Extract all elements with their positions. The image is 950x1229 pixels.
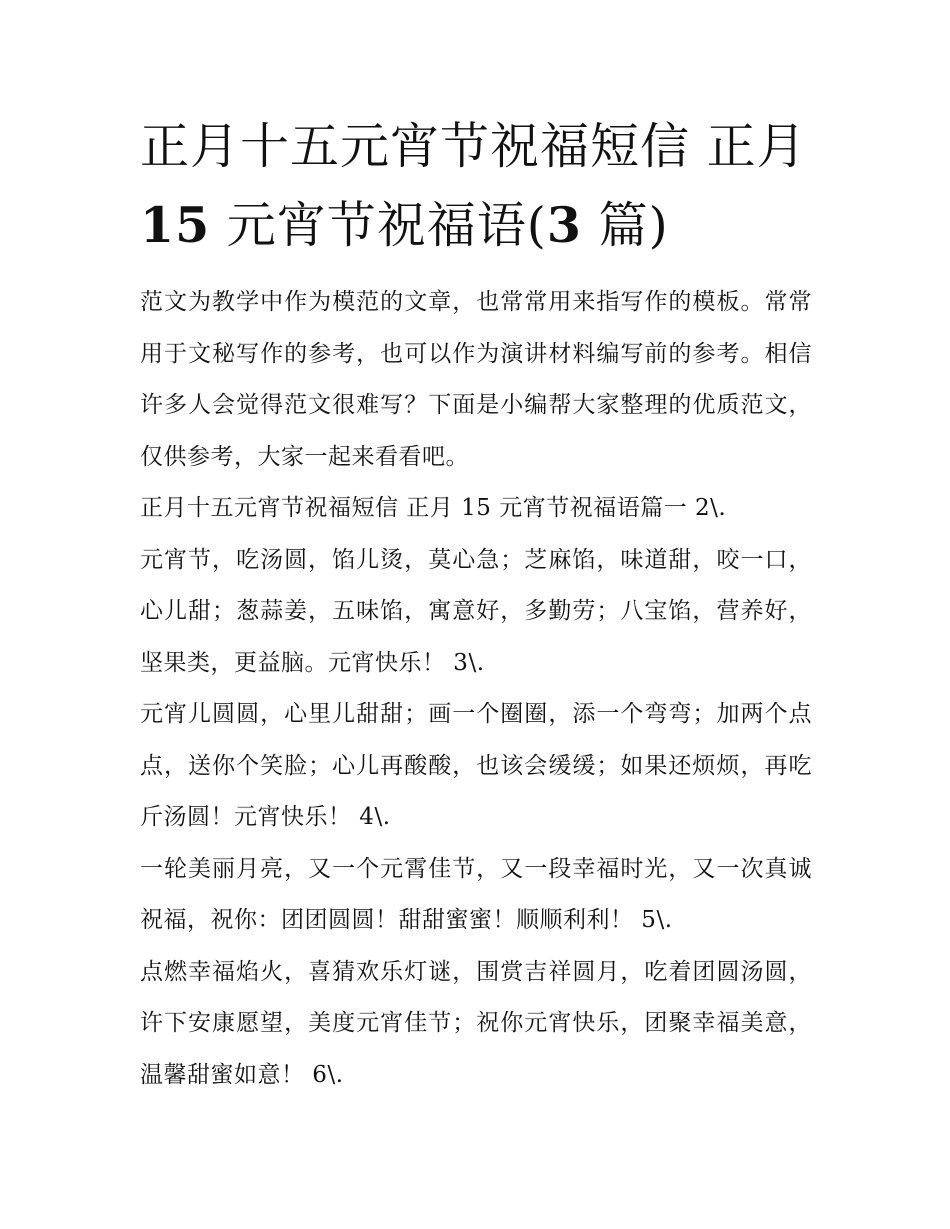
paragraph-greeting-1: 元宵节，吃汤圆，馅儿烫，莫心急；芝麻馅，味道甜，咬一口，心儿甜；葱蒜姜，五味馅，寓意好，多勤劳；八宝馅，营养好，坚果类，更益脑。元宵快乐！ 3\. bbox=[140, 546, 812, 676]
document-title bbox=[140, 108, 812, 265]
paragraph-intro: 范文为教学中作为模范的文章，也常常用来指写作的模板。常常用于文秘写作的参考，也可以作为演讲材料编写前的参考。相信许多人会觉得范文很难写？下面是小编帮大家整理的优质范文，仅供参考，大家一起来看看吧。 bbox=[140, 289, 812, 470]
title-line-1: 正月十五元宵节祝福短信 正月 bbox=[140, 118, 807, 175]
title-number: 15 bbox=[140, 196, 211, 254]
paragraph-greeting-4: 点燃幸福焰火，喜猜欢乐灯谜，围赏吉祥圆月，吃着团圆汤圆，许下安康愿望，美度元宵佳节；祝你元宵快乐，团聚幸福美意，温馨甜蜜如意！ 6\. bbox=[140, 958, 812, 1088]
title-line-2-end: 篇) bbox=[582, 197, 669, 254]
paragraph-greeting-3: 一轮美丽月亮，又一个元霄佳节，又一段幸福时光，又一次真诚祝福，祝你：团团圆圆！甜甜蜜蜜！顺顺利利！ 5\. bbox=[140, 855, 812, 933]
title-line-2-text: 元宵节祝福语( bbox=[210, 197, 547, 254]
document-body bbox=[140, 277, 812, 1101]
title-count: 3 bbox=[546, 196, 583, 254]
paragraph-greeting-2: 元宵儿圆圆，心里儿甜甜；画一个圈圈，添一个弯弯；加两个点点，送你个笑脸；心儿再酸酸，也该会缓缓；如果还烦烦，再吃斤汤圆！元宵快乐！ 4\. bbox=[140, 701, 812, 830]
paragraph-heading: 正月十五元宵节祝福短信 正月 15 元宵节祝福语篇一 2\. bbox=[140, 495, 727, 521]
document-page bbox=[140, 108, 812, 1101]
